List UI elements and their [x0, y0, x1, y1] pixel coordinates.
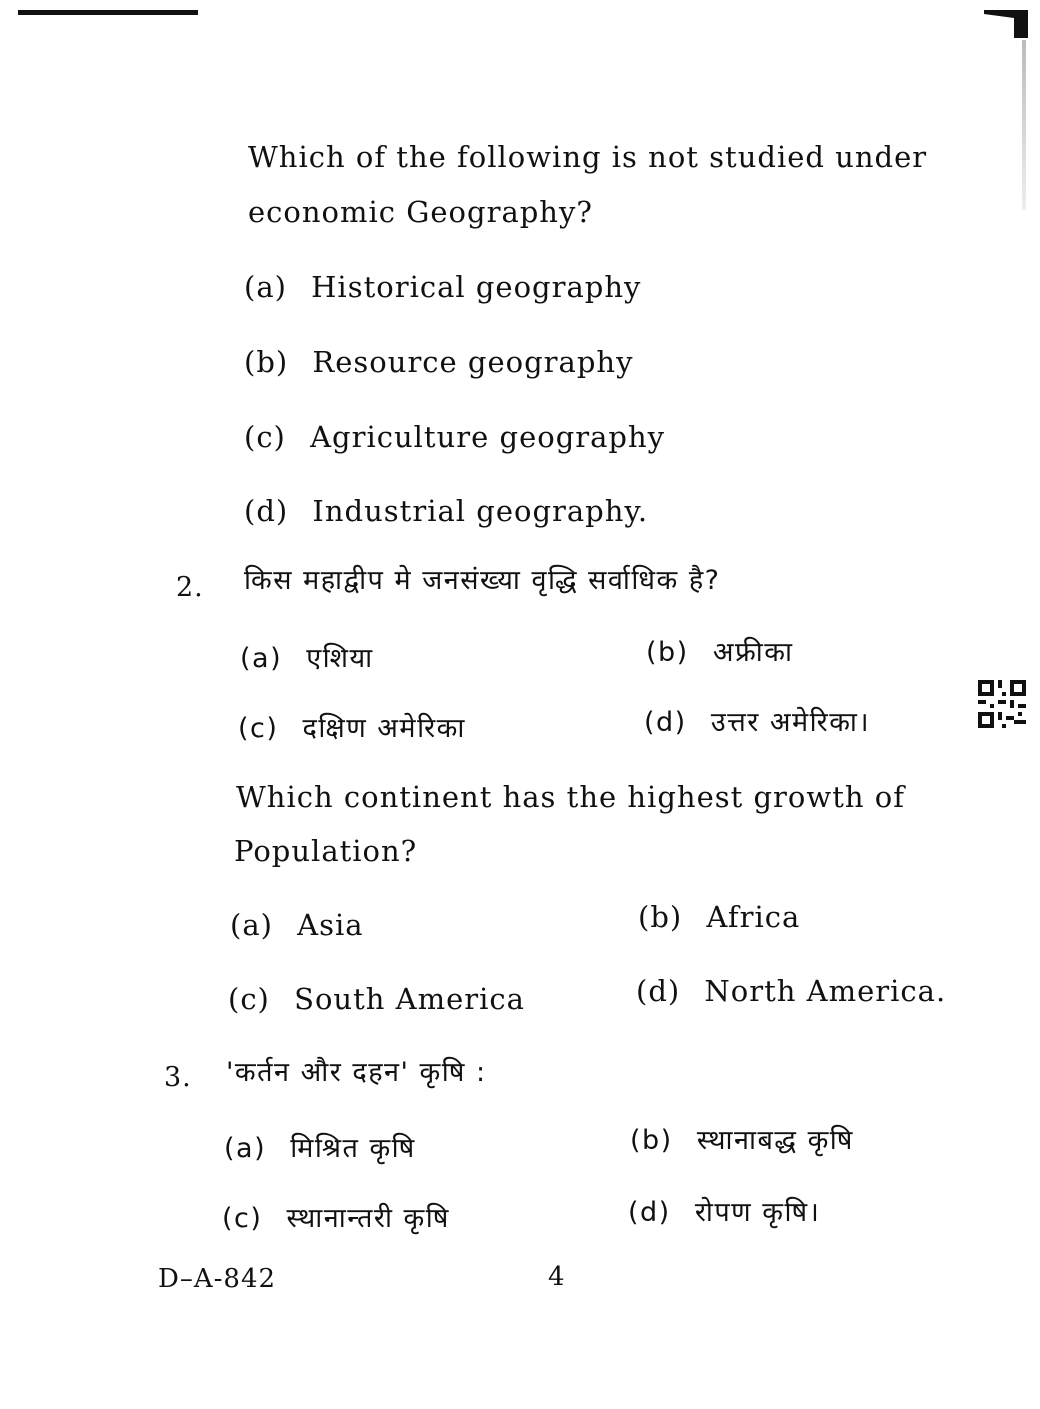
q2-option-c: [228, 982, 525, 1016]
page-number: 4: [548, 1262, 566, 1292]
question-2-stem-line1: Which continent has the highest growth of: [236, 780, 905, 814]
q2-hindi-option-b: [646, 632, 793, 669]
option-text: Resource geography: [312, 345, 634, 379]
q2-option-d: [636, 974, 946, 1008]
q3-hindi-option-a: [224, 1128, 416, 1165]
option-label: (c): [244, 420, 286, 454]
option-text: स्थानाबद्ध कृषि: [696, 1125, 854, 1156]
q1-option-d: [244, 494, 648, 528]
option-label: (d): [628, 1197, 671, 1228]
option-text: रोपण कृषि।: [694, 1197, 821, 1228]
option-label: (d): [636, 974, 681, 1008]
option-text: South America: [294, 982, 525, 1016]
q2-hindi-option-c: [238, 708, 466, 745]
question-number: 3.: [164, 1062, 192, 1093]
option-label: (a): [230, 908, 273, 942]
q3-hindi-option-c: [222, 1198, 450, 1235]
option-label: (d): [244, 494, 289, 528]
q1-option-c: [244, 420, 665, 454]
scan-edge-shadow: [1022, 40, 1026, 210]
option-text: स्थानान्तरी कृषि: [286, 1203, 450, 1234]
option-text: Agriculture geography: [310, 420, 666, 454]
option-label: (b): [646, 637, 689, 668]
option-text: Africa: [706, 900, 801, 934]
question-2-hindi-stem: किस महाद्वीप मे जनसंख्या वृद्धि सर्वाधिक है?: [244, 565, 721, 596]
question-number: 2.: [176, 572, 204, 603]
option-text: एशिया: [306, 643, 374, 674]
option-text: North America.: [704, 974, 947, 1008]
q3-hindi-option-d: [628, 1192, 820, 1229]
question-3-hindi-stem: 'कर्तन और दहन' कृषि :: [226, 1057, 487, 1088]
scan-artifact-bar: [18, 10, 198, 15]
option-text: Asia: [297, 908, 364, 942]
option-label: (a): [224, 1133, 267, 1164]
option-label: (c): [238, 713, 279, 744]
q2-hindi-option-d: [644, 702, 870, 739]
qr-code-icon: [978, 680, 1026, 728]
option-label: (d): [644, 707, 687, 738]
option-label: (c): [228, 982, 270, 1016]
option-text: Historical geography: [311, 270, 642, 304]
question-1-stem-line1: Which of the following is not studied under: [248, 140, 928, 174]
option-text: अफ्रीका: [712, 637, 794, 668]
q2-option-b: [638, 900, 800, 934]
paper-code: D–A-842: [158, 1264, 277, 1294]
option-label: (b): [630, 1125, 673, 1156]
scan-corner-mark: [984, 10, 1028, 38]
q2-option-a: [230, 908, 364, 942]
option-text: उत्तर अमेरिका।: [710, 707, 871, 738]
option-text: Industrial geography.: [312, 494, 649, 528]
option-text: दक्षिण अमेरिका: [302, 713, 466, 744]
question-1-stem-line2: economic Geography?: [248, 195, 593, 229]
option-label: (b): [638, 900, 683, 934]
question-2-stem-line2: Population?: [234, 834, 418, 868]
q1-option-b: [244, 345, 633, 379]
option-label: (a): [244, 270, 287, 304]
option-label: (a): [240, 643, 283, 674]
option-label: (b): [244, 345, 289, 379]
q3-hindi-option-b: [630, 1120, 854, 1157]
option-text: मिश्रित कृषि: [290, 1133, 416, 1164]
q1-option-a: [244, 270, 641, 304]
q2-hindi-option-a: [240, 638, 374, 675]
option-label: (c): [222, 1203, 263, 1234]
